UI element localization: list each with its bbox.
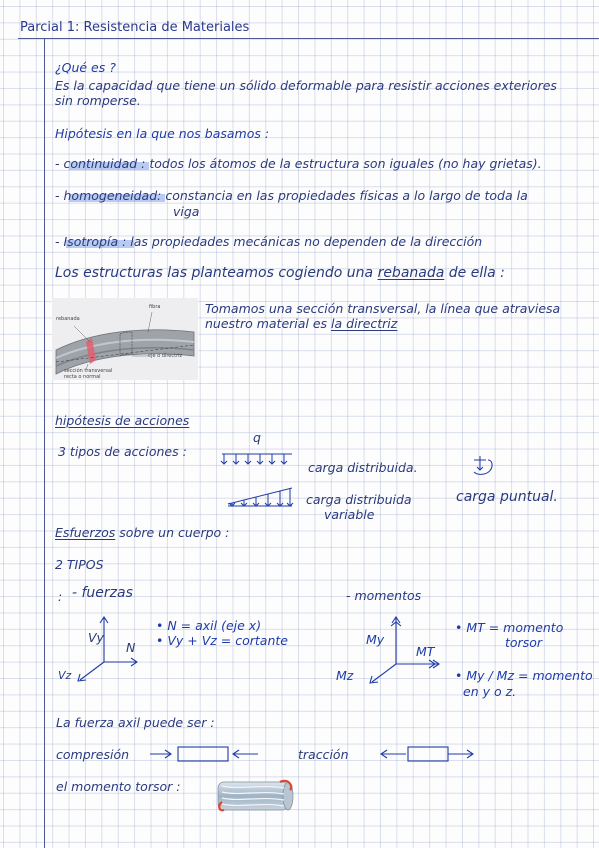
force-note-axil: • N = axil (eje x) xyxy=(156,618,262,633)
acciones-label: 3 tipos de acciones : xyxy=(58,444,187,459)
momentos-label: - momentos xyxy=(346,588,422,603)
header-rule xyxy=(18,38,599,39)
moment-axes-diagram xyxy=(358,614,448,684)
axis-mz-label: Mz xyxy=(336,668,354,683)
axis-mt-label: MT xyxy=(416,644,435,659)
figure-label-seccion: sección transversal xyxy=(64,368,113,374)
acciones-heading: hipótesis de acciones xyxy=(55,413,190,428)
figure-label-rebanada: rebanada xyxy=(56,316,80,322)
axis-n-label: N xyxy=(126,640,136,655)
variable-load-icon xyxy=(226,486,300,510)
compresion-label: compresión xyxy=(56,747,130,762)
homogeneidad-cont: viga xyxy=(173,204,200,219)
fuerzas-label: - fuerzas xyxy=(72,585,133,601)
hipotesis-item-continuidad: - continuidad : todos los átomos de la estructura son iguales (no hay grietas). xyxy=(55,156,542,171)
axis-my-label: My xyxy=(366,632,385,647)
axil-heading: La fuerza axil puede ser : xyxy=(56,715,215,730)
axis-vz-label: Vz xyxy=(58,669,72,682)
carga-variable-label-1: carga distribuida xyxy=(306,492,412,507)
hipotesis-item-isotropia: - Isotropía : las propiedades mecánicas no dependen de la dirección xyxy=(55,234,483,249)
torsion-cylinder-illustration xyxy=(210,774,296,818)
carga-variable-label-2: variable xyxy=(324,507,375,522)
distributed-load-icon xyxy=(220,452,300,472)
figure-label-seccion-2: recta o normal xyxy=(64,374,101,380)
point-load-icon xyxy=(470,454,500,480)
margin-rule xyxy=(44,38,45,848)
figure-note-1: Tomamos una sección transversal, la línea que atraviesa xyxy=(205,301,561,316)
traction-diagram xyxy=(378,744,478,766)
traccion-label: tracción xyxy=(298,747,349,762)
compression-diagram xyxy=(148,744,268,766)
figure-label-eje: eje o directriz xyxy=(148,353,183,359)
intro-line-1: Es la capacidad que tiene un sólido deformable para resistir acciones exteriores xyxy=(55,78,557,93)
torsor-label: el momento torsor : xyxy=(56,779,181,794)
figure-note-2: nuestro material es la directriz xyxy=(205,316,398,331)
rebanada-line: Los estructuras las planteamos cogiendo una rebanada de ella : xyxy=(55,265,505,281)
carga-puntual-label: carga puntual. xyxy=(456,489,558,505)
tipos-colon: : xyxy=(58,589,63,604)
page-title: Parcial 1: Resistencia de Materiales xyxy=(20,20,250,35)
load-q-label: q xyxy=(253,430,261,445)
intro-line-2: sin romperse. xyxy=(55,93,141,108)
beam-figure xyxy=(52,298,198,380)
hipotesis-heading: Hipótesis en la que nos basamos : xyxy=(55,126,270,141)
tipos-label: 2 TIPOS xyxy=(55,557,104,572)
moment-note-mymz: • My / Mz = momento xyxy=(455,668,593,683)
hipotesis-item-homogeneidad: - homogeneidad: constancia en las propiedades físicas a lo largo de toda la xyxy=(55,188,528,203)
esfuerzos-heading: Esfuerzos sobre un cuerpo : xyxy=(55,525,230,540)
carga-distribuida-label: carga distribuida. xyxy=(308,460,418,475)
moment-note-mt: • MT = momento xyxy=(455,620,564,635)
figure-label-fibra: fibra xyxy=(149,304,161,310)
moment-note-yz: en y o z. xyxy=(463,684,517,699)
moment-note-torsor: torsor xyxy=(505,635,542,650)
axis-vy-label: Vy xyxy=(88,630,104,645)
intro-question: ¿Qué es ? xyxy=(55,60,116,75)
force-note-cortante: • Vy + Vz = cortante xyxy=(156,633,288,648)
